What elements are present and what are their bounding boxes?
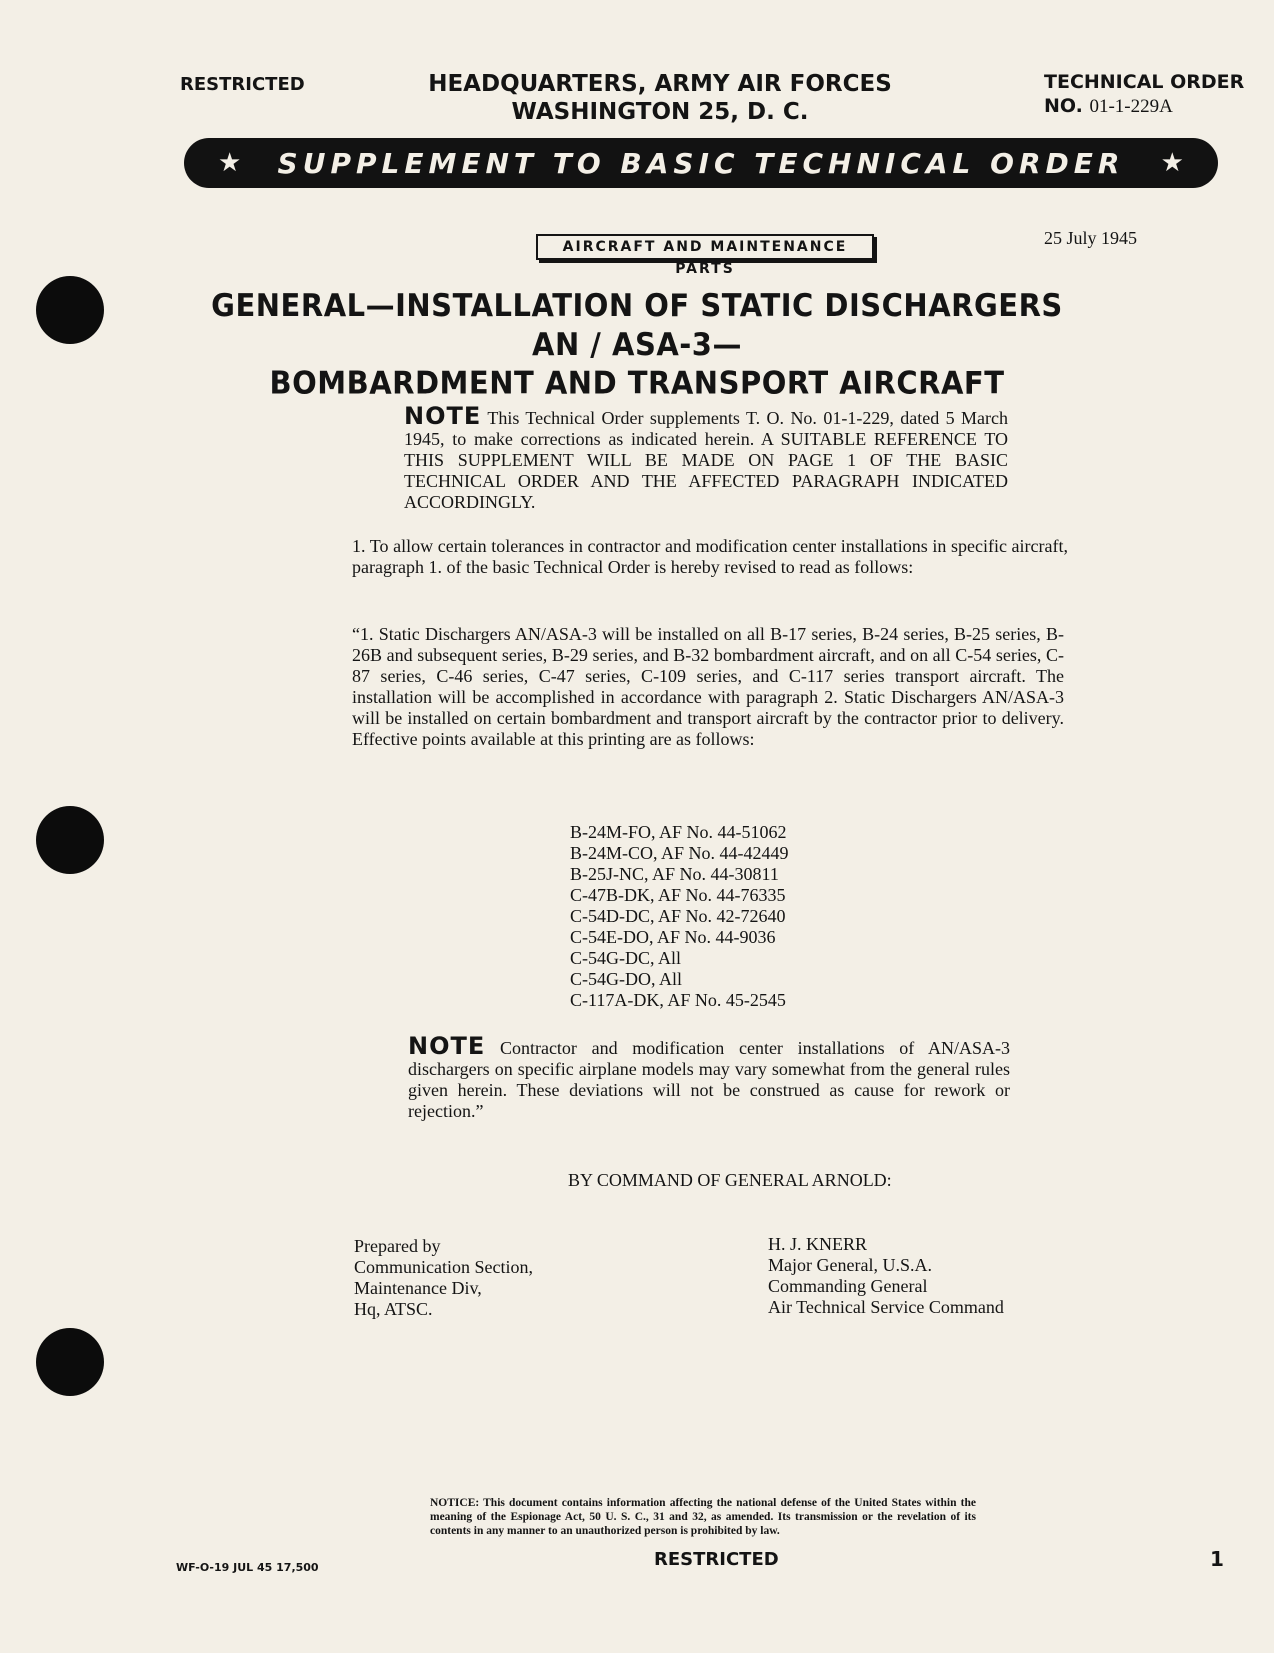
list-item: C-54E-DO, AF No. 44-9036 <box>570 927 776 947</box>
binder-hole <box>36 1328 104 1396</box>
headquarters-heading <box>420 70 900 126</box>
prepared-line: Communication Section, <box>354 1257 533 1277</box>
page-number: 1 <box>1210 1547 1224 1571</box>
prepared-line: Prepared by <box>354 1236 441 1256</box>
note-text: This Technical Order supplements T. O. No. 01-1-229, dated 5 March 1945, to make corrections as indicated herein. A SUITABLE REFERENCE TO THIS SUPPLEMENT WILL BE MADE ON PAGE 1 OF THE BASIC TECHNICAL ORDER AND THE AFFECTED PARAGRAPH INDICATED ACCORDINGLY. <box>404 408 1008 512</box>
list-item: B-24M-CO, AF No. 44-42449 <box>570 843 789 863</box>
to-number: 01-1-229A <box>1089 96 1173 117</box>
command-line: BY COMMAND OF GENERAL ARNOLD: <box>568 1170 892 1190</box>
star-icon: ★ <box>218 148 242 178</box>
note-deviations <box>408 1032 1010 1122</box>
supplement-banner <box>184 138 1218 188</box>
banner-title: SUPPLEMENT TO BASIC TECHNICAL ORDER <box>277 146 1125 180</box>
list-item: C-54G-DO, All <box>570 969 682 989</box>
note-text: Contractor and modification center installations of AN/ASA-3 dischargers on specific airplane models may vary somewhat from the general rules given herein. These deviations will not be construed as cause for rework or rejection.” <box>408 1038 1010 1121</box>
note-label: NOTE <box>404 402 482 430</box>
list-item: C-117A-DK, AF No. 45-2545 <box>570 990 786 1010</box>
signer-line: Commanding General <box>768 1276 928 1296</box>
signature-block <box>768 1234 1004 1318</box>
hq-line-1: HEADQUARTERS, ARMY AIR FORCES <box>428 71 892 97</box>
list-item: C-54D-DC, AF No. 42-72640 <box>570 906 786 926</box>
paragraph-1: 1. To allow certain tolerances in contractor and modification center installations in specific aircraft, paragraph 1. of the basic Technical Order is hereby revised to read as follows: <box>352 536 1068 577</box>
list-item: C-47B-DK, AF No. 44-76335 <box>570 885 786 905</box>
title-line-2: BOMBARDMENT AND TRANSPORT AIRCRAFT <box>269 364 1005 402</box>
classification-bottom: RESTRICTED <box>654 1549 779 1570</box>
note-label: NOTE <box>408 1032 486 1060</box>
binder-hole <box>36 276 104 344</box>
to-no-label: NO. <box>1044 95 1083 117</box>
category-box: AIRCRAFT AND MAINTENANCE PARTS <box>536 234 874 260</box>
form-number: WF-O-19 JUL 45 17,500 <box>176 1561 319 1574</box>
note-supplement <box>404 402 1008 513</box>
prepared-by-block <box>354 1236 533 1320</box>
signer-line: Major General, U.S.A. <box>768 1255 932 1275</box>
star-icon: ★ <box>1160 148 1184 178</box>
paragraph-revised: “1. Static Dischargers AN/ASA-3 will be installed on all B-17 series, B-24 series, B-25 series, B-26B and subsequent series, B-29 series, and B-32 bombardment aircraft, and on all C-54 series, C-87 series, C-46 series, C-47 series, C-109 series, and C-117 series transport aircraft. The installation will be accomplished in accordance with paragraph 2. Static Dischargers AN/ASA-3 will be installed on certain bombardment and transport aircraft by the contractor prior to delivery. Effective points available at this printing are as follows: <box>352 624 1064 749</box>
list-item: C-54G-DC, All <box>570 948 682 968</box>
security-notice: NOTICE: This document contains information affecting the national defense of the United States within the meaning of the Espionage Act, 50 U. S. C., 31 and 32, as amended. Its transmission or the revelation of its contents in any manner to an unauthorized person is prohibited by law. <box>430 1497 976 1537</box>
document-title <box>200 286 1074 403</box>
to-number-line <box>1044 94 1244 119</box>
technical-order-block <box>1044 70 1244 119</box>
to-label: TECHNICAL ORDER <box>1044 71 1245 93</box>
signer-line: H. J. KNERR <box>768 1234 868 1254</box>
effective-points-list <box>570 822 789 1011</box>
hq-line-2: WASHINGTON 25, D. C. <box>511 99 809 125</box>
binder-hole <box>36 806 104 874</box>
prepared-line: Maintenance Div, <box>354 1278 482 1298</box>
prepared-line: Hq, ATSC. <box>354 1299 433 1319</box>
issue-date: 25 July 1945 <box>1044 228 1138 248</box>
list-item: B-25J-NC, AF No. 44-30811 <box>570 864 779 884</box>
list-item: B-24M-FO, AF No. 44-51062 <box>570 822 787 842</box>
classification-top: RESTRICTED <box>180 74 305 95</box>
title-line-1: GENERAL—INSTALLATION OF STATIC DISCHARGERS AN / ASA-3— <box>211 286 1063 363</box>
signer-line: Air Technical Service Command <box>768 1297 1004 1317</box>
